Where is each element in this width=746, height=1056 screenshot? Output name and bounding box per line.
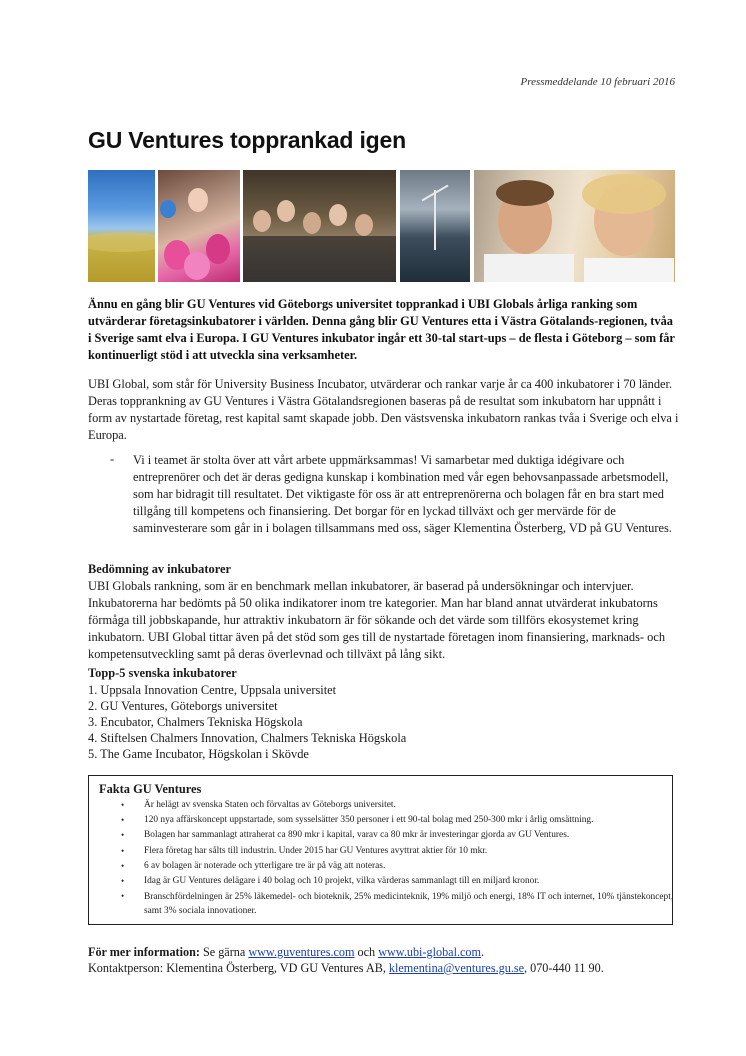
intro-paragraph: UBI Global, som står för University Business Incubator, utvärderar och rankar varje år ca 400 inkubatorer i 70 länder. Deras topprankning av GU Ventures i Västra Götalandsregionen baseras på de resultat som inkubatorn har uppnått i form av nystartade företag, rest kapital samt skapade jobb. Den västsvenska inkubatorn rankas tvåa i Sverige och elva i Europa. [88,377,679,442]
list-item: 5. The Game Incubator, Högskolan i Skövde [88,747,309,761]
ubi-global-link[interactable]: www.ubi-global.com [378,945,481,959]
list-item: • Idag är GU Ventures delägare i 40 bolag och 10 projekt, vilka värderas sammanlagt till en miljard kronor. [89,874,674,889]
fact-box [88,775,673,925]
list-item: • 120 nya affärskoncept uppstartade, som sysselsätter 350 personer i ett 90-tal bolag med 250-300 mkr i årlig omsättning. [89,813,674,828]
topp5-list [88,682,406,762]
list-item: 1. Uppsala Innovation Centre, Uppsala universitet [88,683,337,697]
page-title: GU Ventures topprankad igen [88,127,406,153]
list-item: 3. Encubator, Chalmers Tekniska Högskola [88,715,303,729]
wheat-field-photo [88,170,155,282]
guventures-link[interactable]: www.guventures.com [248,945,355,959]
bullet-icon: • [121,815,125,826]
list-item: • Flera företag har sålts till industrin. Under 2015 har GU Ventures avyttrat aktier för 10 mkr. [89,844,674,859]
list-item: • Branschfördelningen är 25% läkemedel- och bioteknik, 25% medicinteknik, 19% miljö och energi, 18% IT och internet, 10% tjänstekoncept, samt 3% sociala innovationer. [121,891,674,917]
photo-banner [88,170,675,282]
offshore-wind-photo [400,170,470,282]
lead-paragraph: Ännu en gång blir GU Ventures vid Göteborgs universitet topprankad i UBI Globals årliga ranking som utvärderar företagsinkubatorer i världen. Denna gång blir GU Ventures etta i Västra Götalands-regionen, tvåa i Sverige samt elva i Europa. I GU Ventures inkubator ingår ett 30-tal start-ups – de flesta i Göteborg – som får kontinuerligt stöd i att utveckla sina verksamheter. [88,297,675,362]
list-item: • Bolagen har sammanlagt attraherat ca 890 mkr i kapital, varav ca 80 mkr är investeringar gjorda av GU Ventures. [89,828,674,843]
section-heading-bedomning: Bedömning av inkubatorer [88,562,231,576]
footer-contact [88,944,604,976]
list-item: • 6 av bolagen är noterade och ytterligare tre är på väg att noteras. [89,859,674,874]
bullet-icon: • [121,845,125,856]
bullet-icon: • [121,830,125,841]
info-label: För mer information: [88,945,200,959]
info-line: För mer information: Se gärna www.guventures.com och www.ubi-global.com. [88,945,485,959]
bullet-icon: • [121,891,125,902]
group-celebration-photo [243,170,396,282]
bullet-icon: • [121,876,125,887]
researchers-portrait-photo [474,170,675,282]
contact-line: Kontaktperson: Klementina Österberg, VD GU Ventures AB, klementina@ventures.gu.se, 070-440 11 90. [88,961,604,975]
dateline: Pressmeddelande 10 februari 2016 [520,76,675,88]
list-item: 2. GU Ventures, Göteborgs universitet [88,699,278,713]
section-heading-topp5: Topp-5 svenska inkubatorer [88,666,237,680]
bullet-icon: • [121,800,125,810]
balloons-party-photo [158,170,240,282]
list-item: 4. Stiftelsen Chalmers Innovation, Chalmers Tekniska Högskola [88,731,407,745]
quote-paragraph: Vi i teamet är stolta över att vårt arbete uppmärksammas! Vi samarbetar med duktiga idégivare och entreprenörer och det är deras gedigna kunskap i kombination med vår egen behovsanpassade arbetsmodell, som har bidragit till resultatet. Det viktigaste för oss är att entreprenörerna och bolagen får en bra start med tillgång till kompetens och finansiering. Det borgar för en lyckad tillväxt och ger mervärde för de saminvesterare som går in i bolagen tillsammans med oss, säger Klementina Österberg, VD på GU Ventures. [133,453,672,535]
bullet-icon: • [121,860,125,871]
fact-list [89,798,674,918]
quote-dash: - [110,452,115,466]
bedomning-paragraph: UBI Globals rankning, som är en benchmark mellan inkubatorer, är baserad på undersökningar och intervjuer. Inkubatorerna har bedömts på 50 olika indikatorer inom tre kategorier. Man har bland annat utvärderat inkubatorns förmåga till jobbskapande, hur attraktiv inkubatorn är för sökande och det värde som tillförs ekosystemet kring inkubatorn. UBI Global tittar även på det stöd som ges till de nystartade företagen inom finansiering, marknads- och kompetensutveckling samt på deras överlevnad och tillväxt på lång sikt. [88,579,666,661]
fact-box-title: Fakta GU Ventures [99,782,202,796]
list-item: • Är helägt av svenska Staten och förvaltas av Göteborgs universitet. [89,798,674,813]
email-link[interactable]: klementina@ventures.gu.se [388,961,525,975]
